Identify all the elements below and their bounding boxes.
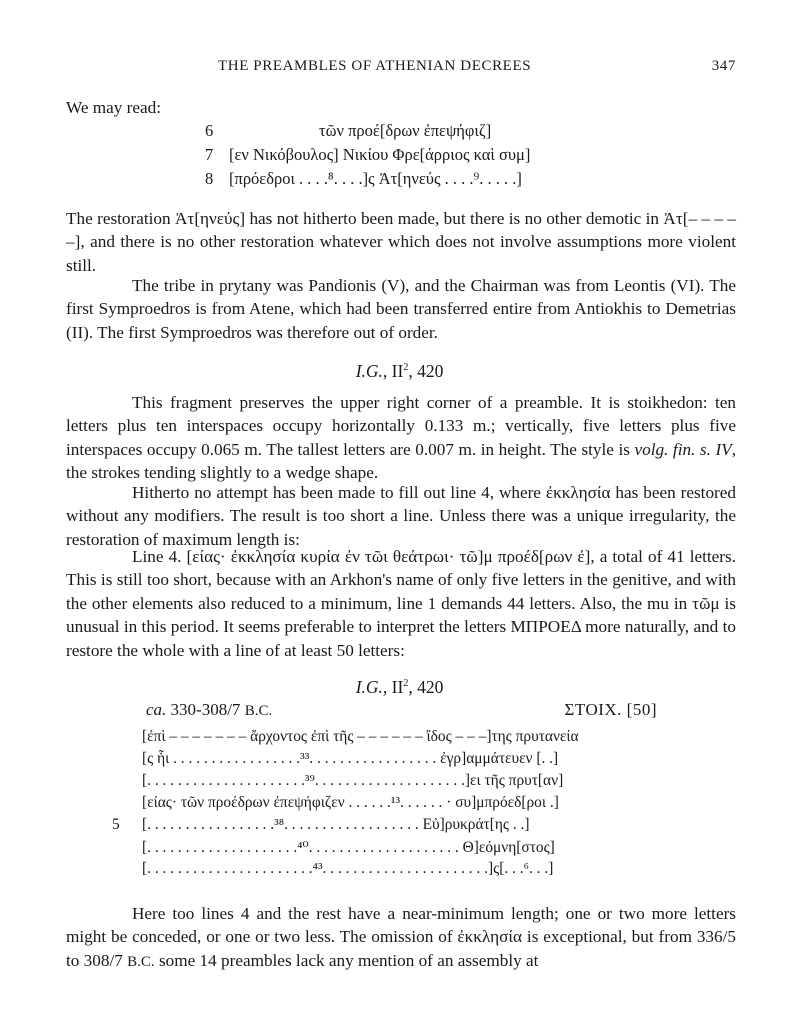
inscription-line: [ς ἧι . . . . . . . . . . . . . . . . .³³. . . . . . . . . . . . . . . . . ἐγρ]αμμάτευεν [. .] [142, 750, 559, 767]
style-citation: volg. fin. s. IV [634, 439, 732, 459]
paragraph: Hitherto no attempt has been made to fill out line 4, where ἐκκλησία has been restored without any modifiers. The result is too short a line. Unless there was a unique irregularity, the restoration of maximum length is: [66, 483, 736, 549]
reading-line [66, 145, 736, 167]
line-number: 8 [205, 169, 214, 188]
line-text: τῶν προέ[δρων ἐπεψήφιζ] [319, 121, 492, 140]
paragraph-text: , the strokes tending slightly to a wedge shape. [66, 439, 736, 483]
inscription-line: [είας· τῶν προέδρων ἐπεψήφιζεν . . . . . .¹³. . . . . . · συ]μπρόεδ[ροι .] [142, 794, 559, 811]
line-number: 6 [205, 121, 214, 140]
line-text: [εν Νικόβουλος] Νικίου Φρε[άρριος καὶ συμ] [229, 145, 531, 164]
paragraph-text: This fragment preserves the upper right corner of a preamble. It is stoikhedon: ten letters plus ten interspaces occupy horizontally 0.133 m.; vertically, five letters plus five interspaces occupy 0.065 m. The tallest letters are 0.007 m. in height. The style is [66, 393, 736, 459]
line-number: 5 [112, 816, 120, 833]
running-head [66, 58, 736, 80]
inscription-line: [. . . . . . . . . . . . . . . . . . . .⁴⁰. . . . . . . . . . . . . . . . . . . . Θ]εόμνη[στος] [142, 839, 555, 856]
inscription-heading: I.G., $II^2$, 420 [355, 677, 444, 697]
paragraph: Here too lines 4 and the rest have a near-minimum length; one or two more letters might be conceded, or one or two less. The omission of ἐκκλησία is exceptional, but from 336/5 to 308/7 B.C. some 14 preambles lack any mention of an assembly at [66, 904, 736, 970]
inscription-date: ca. 330-308/7 B.C. [146, 700, 273, 719]
page-number: 347 [711, 58, 736, 74]
inscription-line: [. . . . . . . . . . . . . . . . .³⁸. . . . . . . . . . . . . . . . . . Εὐ]ρυκράτ[ης . .] [142, 816, 530, 833]
line-number: 7 [205, 145, 214, 164]
paragraph [66, 391, 736, 485]
paragraph: Line 4. [είας· ἐκκλησία κυρία ἐν τῶι θεάτρωι· τῶ]μ προέδ[ρων ἐ], a total of 41 letters. This is still too short, because with an Arkhon's name of only five letters in the genitive, and with the other elements also reduced to a minimum, line 1 demands 44 letters. Also, the mu in τῶμ is unusual in this period. It seems preferable to interpret the letters ΜΠΡΟΕΔ more naturally, and to restore the whole with a line of at least 50 letters: [66, 547, 736, 660]
line-text: [πρόεδροι . . . .⁸. . . .]ς Ἀτ[ηνεύς . . . .⁹. . . . .] [229, 169, 522, 188]
paragraph: The tribe in prytany was Pandionis (V), and the Chairman was from Leontis (VI). The first Symproedros is from Atene, which had been transferred entire from Antiokhis to Demetrias (II). The first Symproedros was therefore out of order. [66, 276, 736, 342]
section-heading: I.G., $II^2$, 420 [355, 361, 444, 381]
reading-line [66, 121, 736, 143]
inscription-line: [ἐπὶ – – – – – – – ἄρχοντος ἐπὶ τῆς – – – – – – ἴδος – – –]της πρυτανεία [142, 728, 579, 745]
paragraph: The restoration Ἀτ[ηνεύς] has not hitherto been made, but there is no other demotic in Ἀτ[– – – – –], and there is no other restoration whatever which does not involve assumptions more violent still. [66, 209, 736, 275]
stoikhedon-label: ΣΤΟΙΧ. [50] [564, 700, 657, 719]
reading-line [66, 169, 736, 191]
intro-text: We may read: [66, 98, 162, 117]
running-head-title: THE PREAMBLES OF ATHENIAN DECREES [218, 58, 532, 74]
inscription-line: [. . . . . . . . . . . . . . . . . . . . . .⁴³. . . . . . . . . . . . . . . . . . . . . .]ς[. . .⁶. . .] [142, 860, 554, 877]
inscription-line: [. . . . . . . . . . . . . . . . . . . . .³⁹. . . . . . . . . . . . . . . . . . . .]ει τῆς πρυτ[αν] [142, 772, 564, 789]
